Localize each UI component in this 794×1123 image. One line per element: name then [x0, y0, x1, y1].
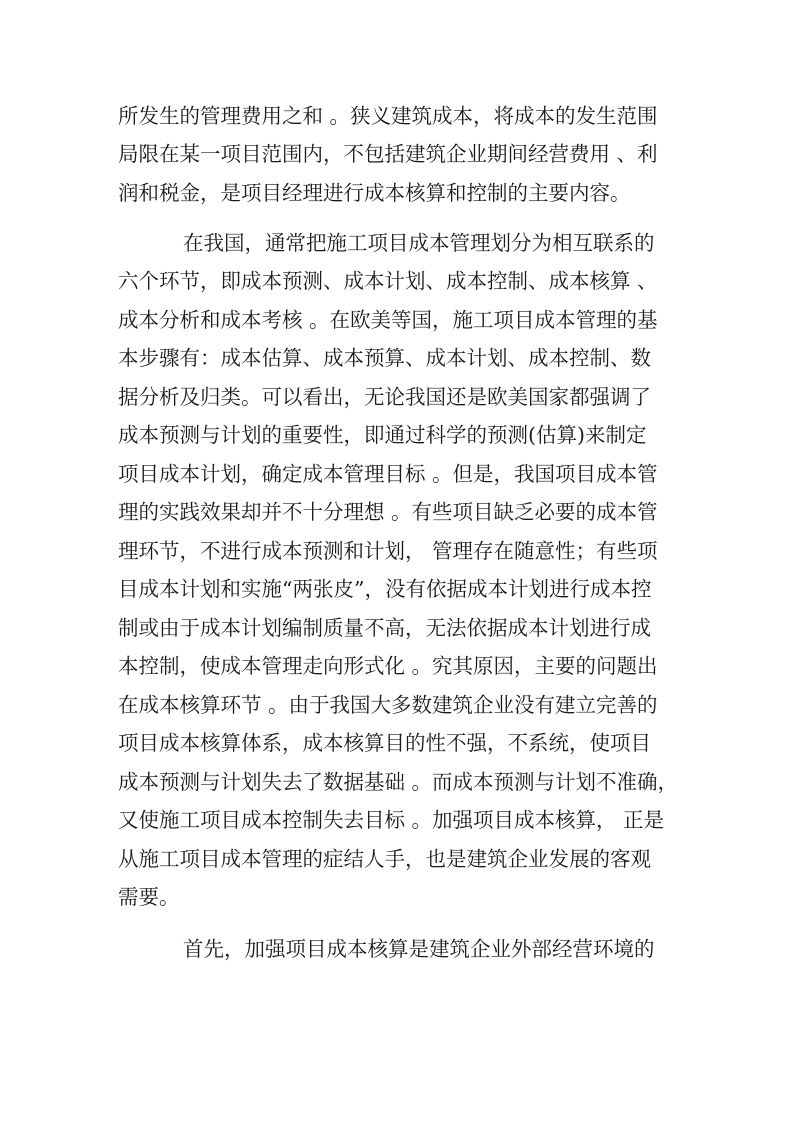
- text-line: 成本预测与计划的重要性，即通过科学的预测(估算)来制定: [118, 423, 647, 447]
- text-line: 所发生的管理费用之和 。狭义建筑成本，将成本的发生范围: [118, 104, 658, 128]
- text-line: 局限在某一项目范围内，不包括建筑企业期间经营费用 、利: [118, 142, 658, 166]
- text-line: 成本分析和成本考核 。在欧美等国，施工项目成本管理的基: [118, 308, 658, 332]
- text-line: 据分析及归类。可以看出，无论我国还是欧美国家都强调了: [118, 385, 651, 409]
- paragraph-first-line: 首先，加强项目成本核算是建筑企业外部经营环境的: [183, 937, 655, 961]
- text-line: 需要。: [118, 885, 180, 909]
- text-line: 润和税金，是项目经理进行成本核算和控制的主要内容。: [118, 181, 631, 205]
- text-line: 六个环节，即成本预测、成本计划、成本控制、成本核算 、: [118, 269, 658, 293]
- text-line: 项目成本计划，确定成本管理目标 。但是，我国项目成本管: [118, 462, 658, 486]
- text-line: 理的实践效果却并不十分理想 。有些项目缺乏必要的成本管: [118, 500, 658, 524]
- text-line: 从施工项目成本管理的症结人手，也是建筑企业发展的客观: [118, 847, 651, 871]
- text-line: 成本预测与计划失去了数据基础 。而成本预测与计划不准确，: [118, 770, 678, 794]
- text-line: 本步骤有：成本估算、成本预算、成本计划、成本控制、数: [118, 346, 651, 370]
- paragraph-first-line: 在我国，通常把施工项目成本管理划分为相互联系的: [183, 231, 655, 255]
- text-line: 理环节，不进行成本预测和计划， 管理存在随意性；有些项: [118, 539, 658, 563]
- text-line: 项目成本核算体系，成本核算目的性不强，不系统，使项目: [118, 731, 651, 755]
- text-line: 又使施工项目成本控制失去目标 。加强项目成本核算， 正是: [118, 808, 665, 832]
- text-line: 本控制，使成本管理走向形式化 。究其原因，主要的问题出: [118, 654, 658, 678]
- text-line: 在成本核算环节 。由于我国大多数建筑企业没有建立完善的: [118, 693, 658, 717]
- text-line: 目成本计划和实施“两张皮”，没有依据成本计划进行成本控: [118, 577, 652, 601]
- text-line: 制或由于成本计划编制质量不高，无法依据成本计划进行成: [118, 616, 651, 640]
